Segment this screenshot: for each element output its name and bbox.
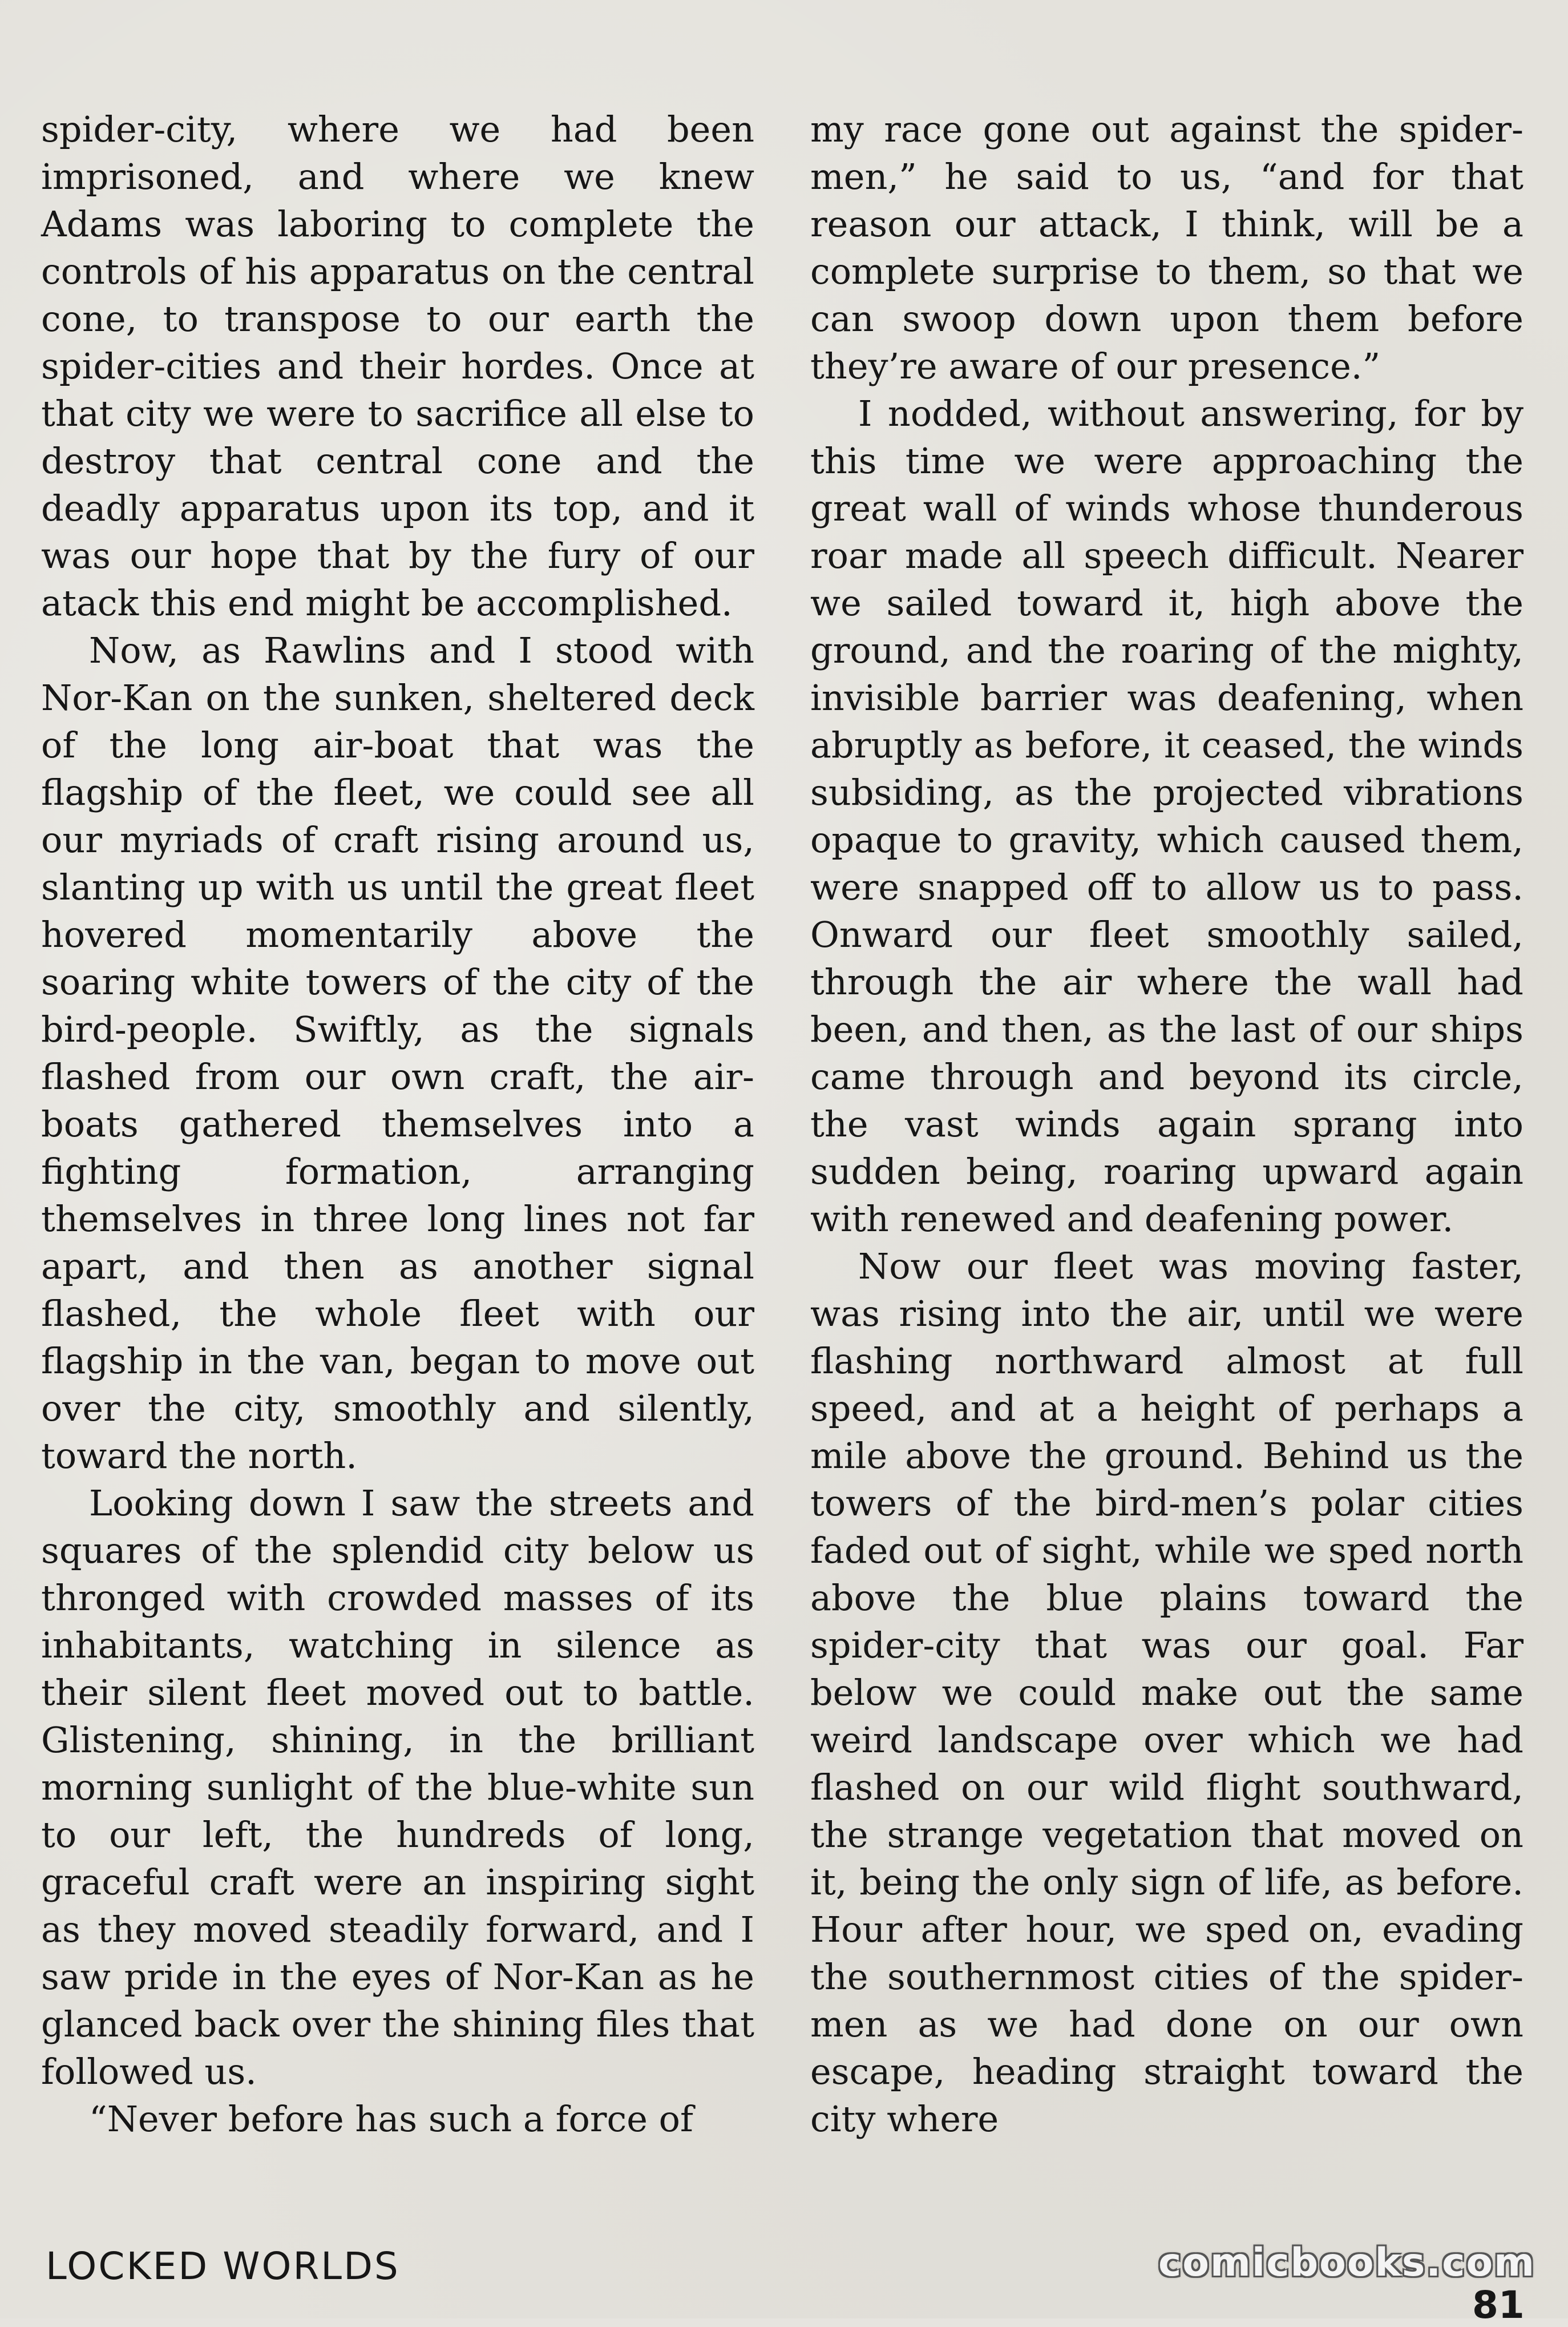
watermark: comicbooks.com	[1158, 2240, 1536, 2285]
page-number: 81	[1472, 2283, 1525, 2327]
paragraph: Looking down I saw the streets and squares of the splendid city below us thronged with crowded masses of its inhabitants, watching in silence as their silent fleet moved out to battle. Glistening, shining, in the brilliant morning sunlight of the blue-white sun to our left, the hundreds of long, graceful craft were an inspiring sight as they moved steadily forward, and I saw pride in the eyes of Nor-Kan as he glanced back over the shining files that followed us.	[41, 1482, 754, 2092]
paragraph: I nodded, without answering, for by this time we were approaching the great wall of winds whose thunderous roar made all speech difficult. Nearer we sailed toward it, high above the ground, and the roaring of the mighty, invisible barrier was deafening, when abruptly as before, it ceased, the winds subsiding, as the projected vibrations opaque to gravity, which caused them, were snapped off to allow us to pass. Onward our fleet smoothly sailed, through the air where the wall had been, and then, as the last of our ships came through and beyond its circle, the vast winds again sprang into sudden being, roaring upward again with renewed and deafening power.	[810, 393, 1523, 1240]
paragraph: spider-city, where we had been imprisoned, and where we knew Adams was laboring to complete the controls of his apparatus on the central cone, to transpose to our earth the spider-cities and their hordes. Once at that city we were to sacrifice all else to destroy that central cone and the deadly apparatus upon its top, and it was our hope that by the fury of our atack this end might be accomplished.	[41, 108, 754, 624]
left-text-column	[41, 106, 754, 2143]
running-footer-title: LOCKED WORLDS	[46, 2244, 400, 2288]
right-text-column	[810, 106, 1523, 2143]
paragraph: my race gone out against the spider-men,” he said to us, “and for that reason our attack, I think, will be a complete surprise to them, so that we can swoop down upon them before they’re aware of our presence.”	[810, 108, 1523, 387]
paragraph: “Never before has such a force of	[89, 2098, 693, 2140]
paragraph: Now, as Rawlins and I stood with Nor-Kan on the sunken, sheltered deck of the long air-boat that was the flagship of the fleet, we could see all our myriads of craft rising around us, slanting up with us until the great fleet hovered momentarily above the soaring white towers of the city of the bird-people. Swiftly, as the signals flashed from our own craft, the air-boats gathered themselves into a fighting formation, arranging themselves in three long lines not far apart, and then as another signal flashed, the whole fleet with our flagship in the van, began to move out over the city, smoothly and silently, toward the north.	[41, 630, 754, 1477]
paragraph: Now our fleet was moving faster, was rising into the air, until we were flashing northward almost at full speed, and at a height of perhaps a mile above the ground. Behind us the towers of the bird-men’s polar cities faded out of sight, while we sped north above the blue plains toward the spider-city that was our goal. Far below we could make out the same weird landscape over which we had flashed on our wild flight southward, the strange vegetation that moved on it, being the only sign of life, as before. Hour after hour, we sped on, evading the southernmost cities of the spider-men as we had done on our own escape, heading straight toward the city where	[810, 1245, 1523, 2140]
